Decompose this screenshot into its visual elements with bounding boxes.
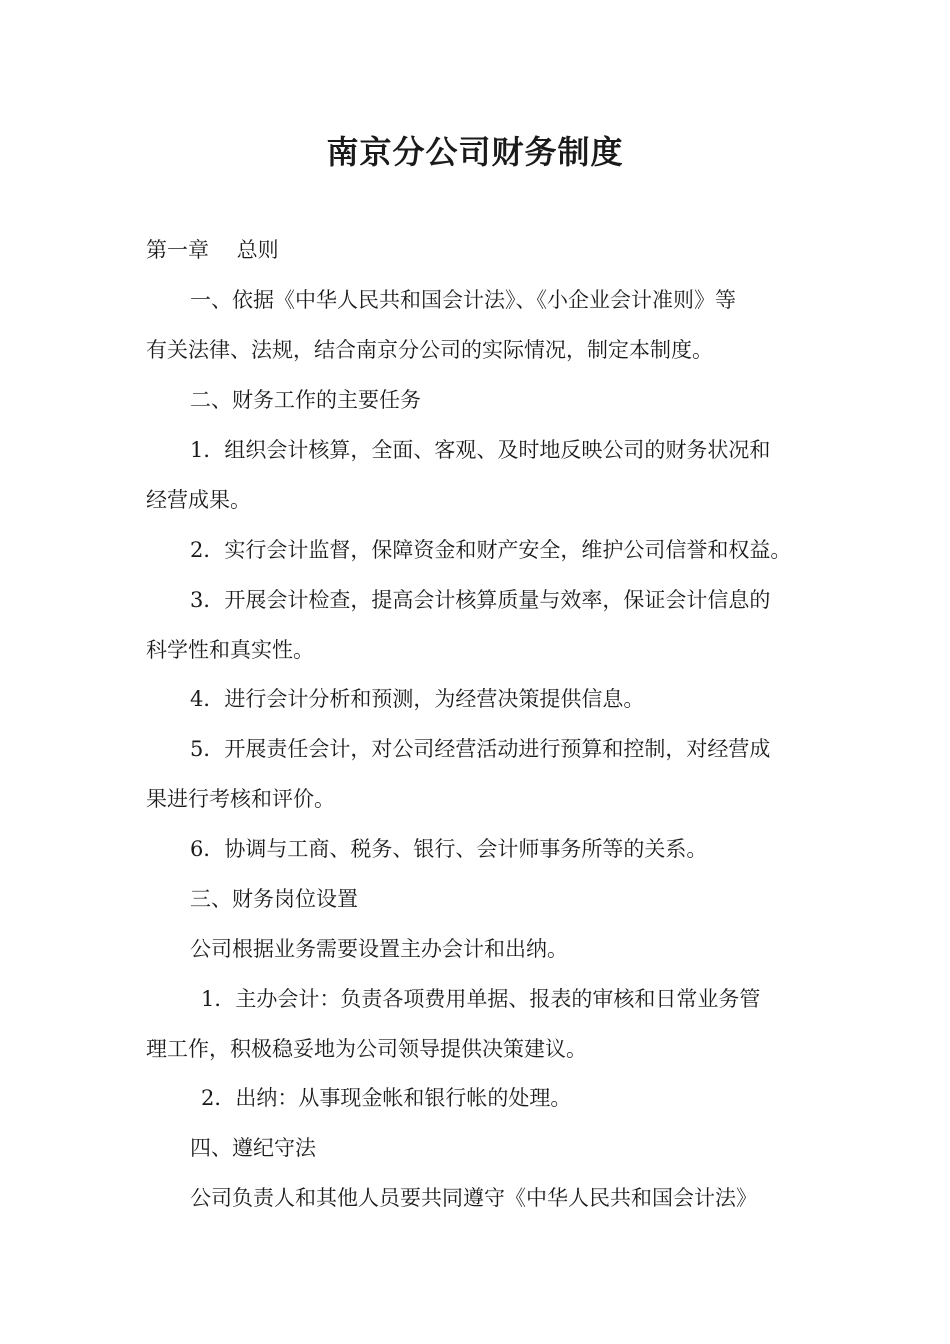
paragraph-line: 有关法律、法规，结合南京分公司的实际情况，制定本制度。: [146, 338, 713, 362]
paragraph-line: 经营成果。: [146, 488, 251, 512]
paragraph-line: 果进行考核和评价。: [146, 787, 335, 811]
paragraph-line: 理工作，积极稳妥地为公司领导提供决策建议。: [146, 1037, 587, 1061]
paragraph-line: 2．实行会计监督，保障资金和财产安全，维护公司信誉和权益。: [190, 538, 792, 562]
document-title: 南京分公司财务制度: [326, 133, 624, 171]
paragraph-line: 2．出纳：从事现金帐和银行帐的处理。: [201, 1086, 572, 1110]
paragraph-line: 科学性和真实性。: [146, 638, 314, 662]
paragraph-line: 1．主办会计：负责各项费用单据、报表的审核和日常业务管: [201, 987, 761, 1011]
chapter-heading: 第一章 总则: [146, 238, 279, 262]
paragraph-line: 一、依据《中华人民共和国会计法》、《小企业会计准则》等: [190, 288, 736, 312]
paragraph-line: 1．组织会计核算，全面、客观、及时地反映公司的财务状况和: [190, 438, 771, 462]
section-heading: 二、财务工作的主要任务: [190, 388, 421, 412]
paragraph-line: 3．开展会计检查，提高会计核算质量与效率，保证会计信息的: [190, 588, 771, 612]
paragraph-line: 公司负责人和其他人员要共同遵守《中华人民共和国会计法》: [190, 1186, 757, 1210]
section-heading: 三、财务岗位设置: [190, 887, 358, 911]
paragraph-line: 公司根据业务需要设置主办会计和出纳。: [190, 937, 568, 961]
paragraph-line: 5．开展责任会计，对公司经营活动进行预算和控制，对经营成: [190, 737, 771, 761]
paragraph-line: 6．协调与工商、税务、银行、会计师事务所等的关系。: [190, 837, 708, 861]
paragraph-line: 4．进行会计分析和预测，为经营决策提供信息。: [190, 687, 645, 711]
section-heading: 四、遵纪守法: [190, 1136, 316, 1160]
